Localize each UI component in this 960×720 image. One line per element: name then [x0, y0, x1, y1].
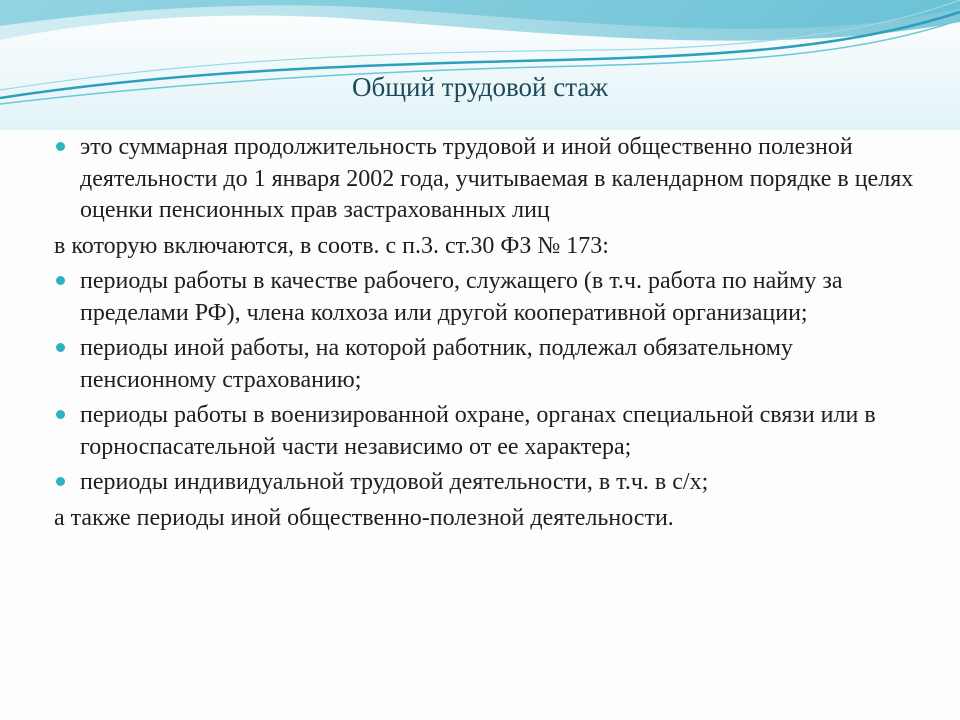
list-item-text: периоды работы в качестве рабочего, служащего (в т.ч. работа по найму за пределами РФ), члена колхоза или другой кооперативной организации;: [80, 268, 843, 326]
slide-title: Общий трудовой стаж: [352, 72, 608, 102]
list-item-text: периоды индивидуальной трудовой деятельности, в т.ч. в с/х;: [80, 469, 709, 495]
list-item: [54, 503, 914, 535]
bullet-dot-icon: [56, 343, 65, 352]
bullet-dot-icon: [56, 410, 65, 419]
list-item-text: это суммарная продолжительность трудовой и иной общественно полезной деятельности до 1 января 2002 года, учитываемая в календарном порядке в целях оценки пенсионных прав застрахованных лиц: [80, 134, 914, 223]
bullet-dot-icon: [56, 477, 65, 486]
list-item: [54, 400, 914, 463]
list-item: [54, 333, 914, 396]
bullet-list: [54, 132, 914, 538]
bullet-dot-icon: [56, 142, 65, 151]
list-item: [54, 231, 914, 263]
list-item: [54, 467, 914, 499]
list-item: [54, 132, 914, 227]
bullet-dot-icon: [56, 276, 65, 285]
list-item-text: периоды иной работы, на которой работник, подлежал обязательному пенсионному страхованию;: [80, 335, 793, 393]
list-item-text: а также периоды иной общественно-полезной деятельности.: [54, 504, 674, 531]
list-item: [54, 266, 914, 329]
decorative-wave-header: [0, 0, 960, 130]
list-item-text: в которую включаются, в соотв. с п.3. ст.30 ФЗ № 173:: [54, 232, 609, 259]
list-item-text: периоды работы в военизированной охране, органах специальной связи или в горноспасательной части независимо от ее характера;: [80, 402, 876, 460]
